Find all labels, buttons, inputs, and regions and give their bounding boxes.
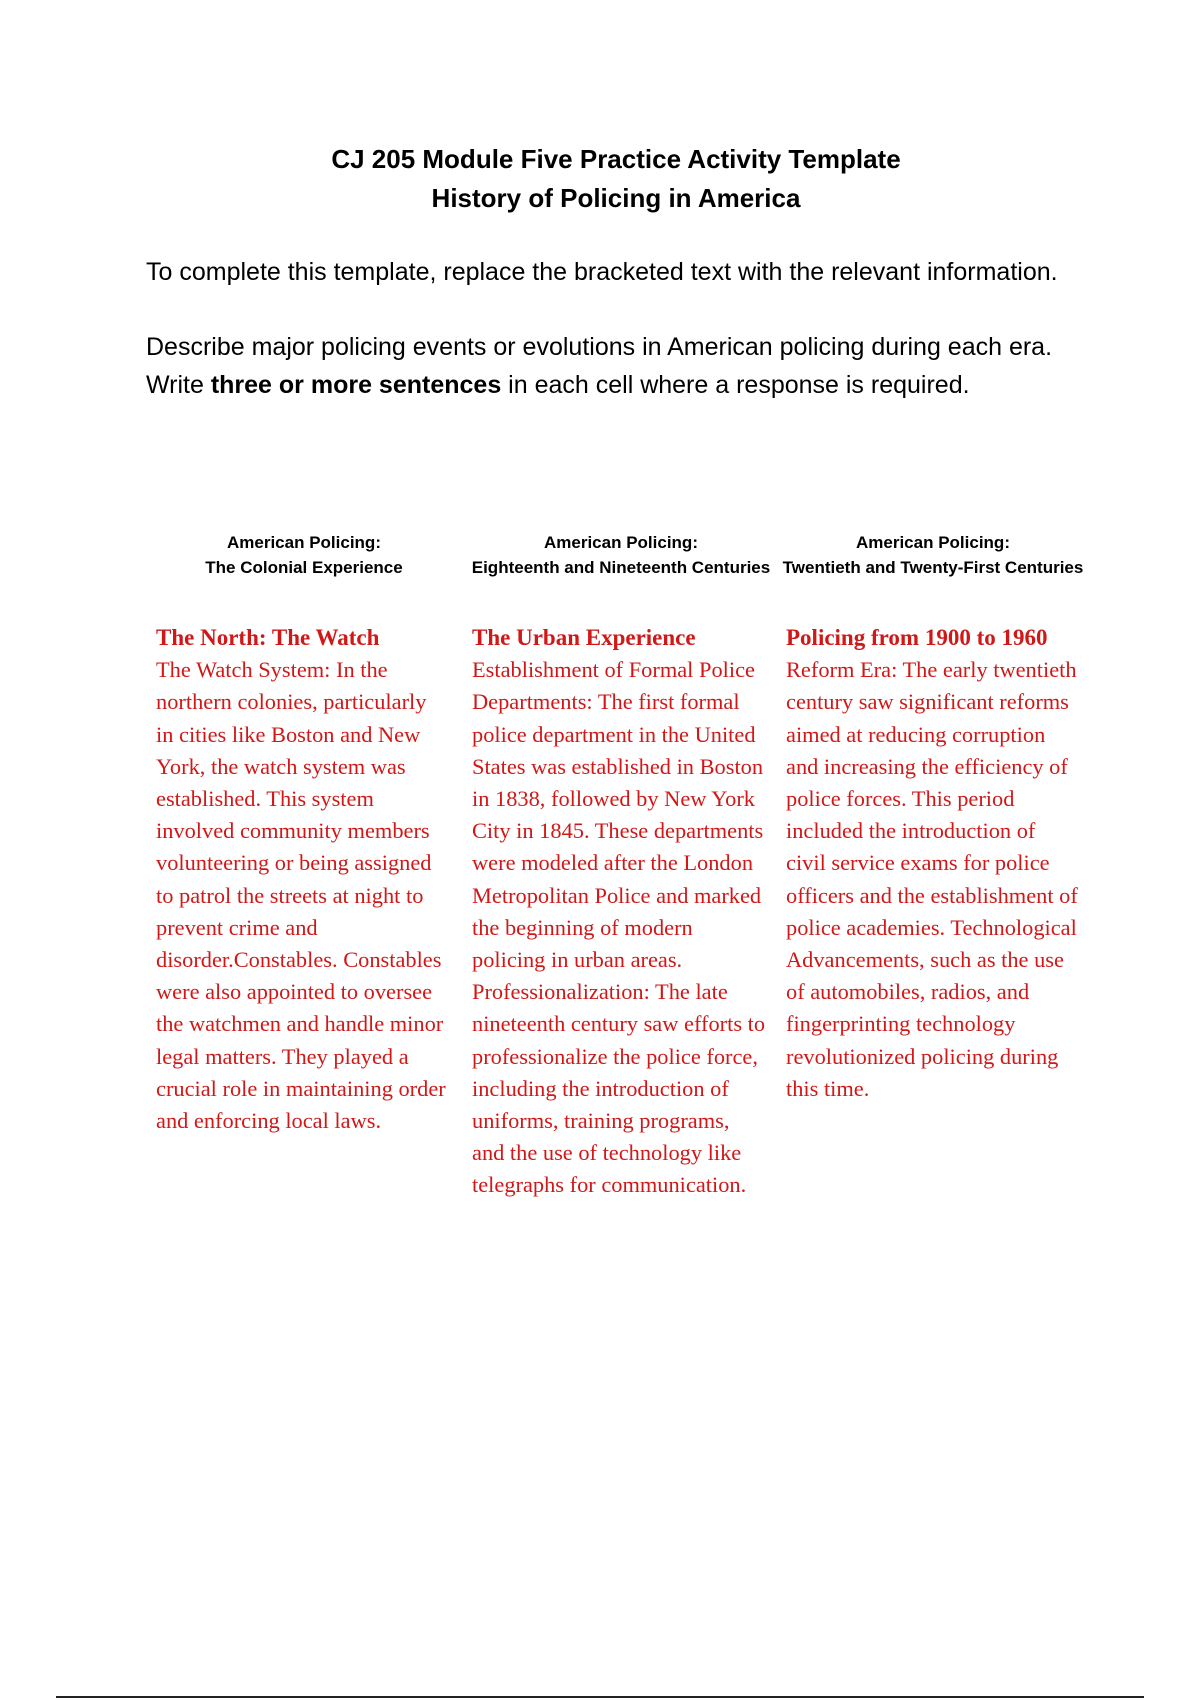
cell-title: The North: The Watch	[156, 625, 380, 650]
column-header-line: Twentieth and Twenty-First Centuries	[782, 558, 1084, 577]
response-cell-20th-21st[interactable]	[786, 622, 1080, 1105]
column-header-line: The Colonial Experience	[205, 558, 403, 577]
title-line-2: History of Policing in America	[431, 183, 801, 213]
page-bottom-rule	[56, 1696, 1144, 1698]
column-header-line: Eighteenth and Nineteenth Centuries	[471, 558, 771, 577]
instruction-text-before: Describe major policing events or evolutions in American policing during each era. Write	[146, 333, 1053, 399]
cell-body: The Watch System: In the northern colonies, particularly in cities like Boston and New York, the watch system was established. This system involved community members volunteering or being assigned to patrol the streets at night to prevent crime and disorder.Constables. Constables were also appointed to oversee the watchmen and handle minor legal matters. They played a crucial role in maintaining order and enforcing local laws.	[156, 657, 446, 1134]
cell-title: The Urban Experience	[472, 625, 696, 650]
column-header-line: American Policing:	[544, 533, 698, 552]
column-header-18th-19th	[466, 530, 776, 580]
column-header-colonial	[146, 530, 462, 580]
column-header-20th-21st	[778, 530, 1088, 580]
instruction-emphasis: three or more sentences	[210, 371, 502, 399]
column-header-line: American Policing:	[856, 533, 1010, 552]
title-line-1: CJ 205 Module Five Practice Activity Template	[331, 144, 901, 174]
cell-body: Reform Era: The early twentieth century saw significant reforms aimed at reducing corruption and increasing the efficiency of police forces. This period included the introduction of civil service exams for police officers and the establishment of police academies. Technological Advancements, such as the use of automobiles, radios, and fingerprinting technology revolutionized policing during this time.	[786, 657, 1078, 1101]
document-title	[0, 140, 1200, 218]
instructions	[146, 253, 1096, 441]
instruction-text-after: in each cell where a response is required.	[501, 371, 970, 399]
response-cell-18th-19th[interactable]	[472, 622, 766, 1202]
cell-title: Policing from 1900 to 1960	[786, 625, 1048, 650]
instruction-paragraph-1: To complete this template, replace the bracketed text with the relevant information.	[146, 258, 1058, 286]
cell-body: Establishment of Formal Police Departments: The first formal police department in the United States was established in Boston in 1838, followed by New York City in 1845. These departments were modeled after the London Metropolitan Police and marked the beginning of modern policing in urban areas. Professionalization: The late nineteenth century saw efforts to professionalize the police force, including the introduction of uniforms, training programs, and the use of technology like telegraphs for communication.	[472, 657, 766, 1198]
column-header-line: American Policing:	[227, 533, 381, 552]
instruction-paragraph-2	[146, 328, 1096, 404]
response-cell-colonial[interactable]	[156, 622, 448, 1137]
